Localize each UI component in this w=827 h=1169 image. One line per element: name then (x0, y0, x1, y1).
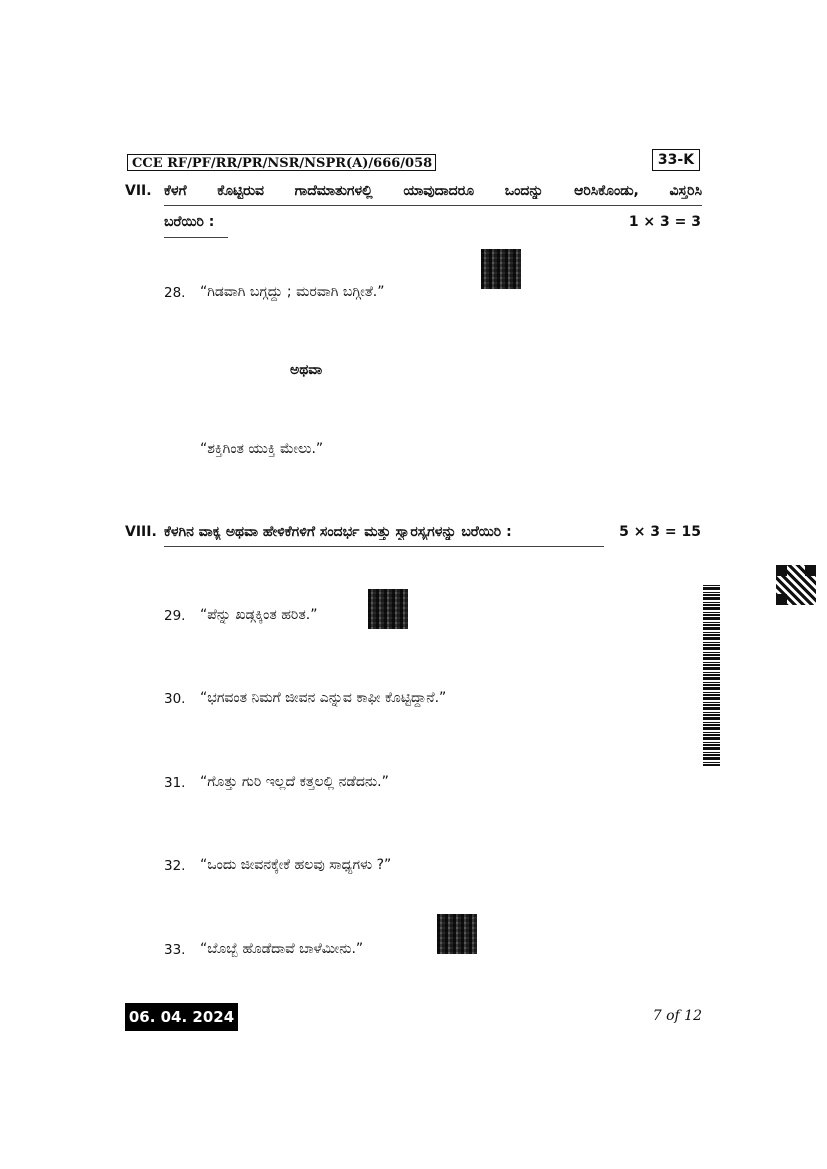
question-32-text: “ಒಂದು ಜೀವನಕ್ಕೇಕೆ ಹಲವು ಸಾಧ್ಯಗಳು ?” (200, 857, 392, 873)
section-vii-underline (164, 205, 702, 206)
section-vii-marks: 1 × 3 = 3 (628, 214, 701, 230)
question-30-text: “ಭಗವಂತ ನಿಮಗೆ ಜೀವನ ಎನ್ನುವ ಕಾಫೀ ಕೊಟ್ಟಿದ್ದಾನೆ.” (200, 690, 447, 706)
question-29-text: “ಪೆನ್ನು ಖಡ್ಗಕ್ಕಿಂತ ಹರಿತ.” (200, 607, 318, 623)
qr-code-icon (481, 249, 521, 289)
barcode-icon (703, 585, 720, 766)
question-28-alternative-text: “ಶಕ್ತಿಗಿಂತ ಯುಕ್ತಿ ಮೇಲು.” (200, 441, 324, 457)
question-30-number: 30. (164, 691, 186, 707)
section-vii-instruction-line2: ಬರೆಯಿರಿ : (164, 214, 215, 230)
question-31-text: “ಗೊತ್ತು ಗುರಿ ಇಲ್ಲದೆ ಕತ್ತಲಲ್ಲಿ ನಡೆದನು.” (200, 774, 389, 790)
section-viii-marks: 5 × 3 = 15 (619, 524, 701, 540)
question-31-number: 31. (164, 775, 186, 791)
question-28-text: “ಗಿಡವಾಗಿ ಬಗ್ಗದ್ದು ; ಮರವಾಗಿ ಬಗ್ಗೀತೆ.” (200, 284, 385, 300)
paper-code-box: 33-K (652, 149, 700, 171)
section-viii-instruction: ಕೆಳಗಿನ ವಾಕ್ಯ ಅಥವಾ ಹೇಳಿಕೆಗಳಿಗೆ ಸಂದರ್ಭ ಮತ್ತು ಸ್ವಾರಸ್ಯಗಳನ್ನು ಬರೆಯಿರಿ : (164, 524, 512, 540)
question-32-number: 32. (164, 858, 186, 874)
question-28-number: 28. (164, 285, 186, 301)
question-29-number: 29. (164, 608, 186, 624)
page-number: 7 of 12 (652, 1008, 702, 1024)
question-33-number: 33. (164, 942, 186, 958)
qr-code-icon (368, 589, 408, 629)
question-33-text: “ಬೊಬ್ಬೆ ಹೊಡೆದಾವೆ ಬಾಳೆಮೀನು.” (200, 941, 364, 957)
or-label: ಅಥವಾ (290, 362, 323, 378)
section-viii-number: VIII. (125, 524, 157, 540)
section-vii-instruction-line1: ಕೆಳಗೆ ಕೊಟ್ಟಿರುವ ಗಾದೆಮಾತುಗಳಲ್ಲಿ ಯಾವುದಾದರೂ ಒಂದನ್ನು ಆರಿಸಿಕೊಂಡು, ವಿಸ್ತರಿಸಿ (164, 183, 702, 199)
qr-code-icon (776, 565, 816, 605)
section-viii-underline (164, 546, 604, 547)
exam-date: 06. 04. 2024 (125, 1003, 238, 1031)
exam-code-box: CCE RF/PF/RR/PR/NSR/NSPR(A)/666/058 (127, 154, 436, 171)
qr-code-icon (437, 914, 477, 954)
section-vii-number: VII. (125, 183, 152, 199)
section-vii-underline-short (164, 237, 228, 238)
